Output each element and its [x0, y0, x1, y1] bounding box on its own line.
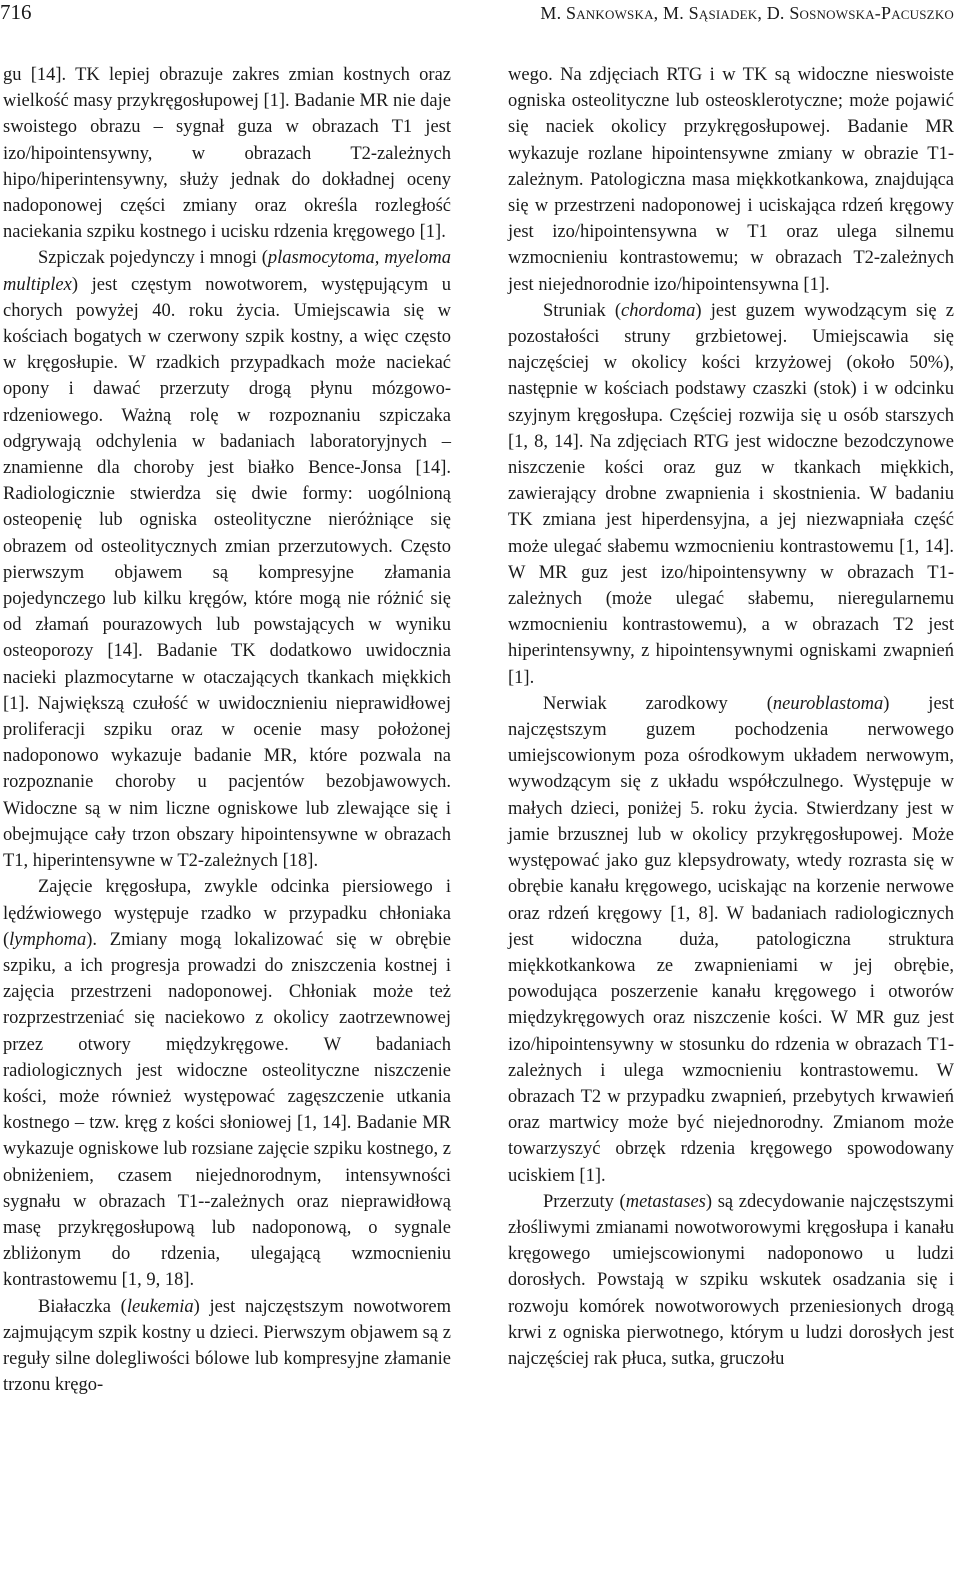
- paragraph-text: ) są zdecydowanie najczęstszymi złośliwymi zmianami nowotworowymi kręgosłupa i kanału kręgowego umiejscowionymi nadoponowo u ludzi dorosłych. Powstają w szpiku wskutek osadzania się i rozwoju komórek nowotworowych przeniesionych drogą krwi z ogniska pierwotnego, którym u ludzi dorosłych jest najczęściej rak płuca, sutka, gruczołu: [508, 1191, 954, 1369]
- latin-term: lymphoma: [9, 929, 87, 950]
- paragraph-continuation: [3, 62, 451, 245]
- paragraph-text: Nerwiak zarodkowy (: [543, 693, 773, 714]
- paragraph-text: wego. Na zdjęciach RTG i w TK są widoczne nieswoiste ogniska osteolityczne lub osteosklerotyczne; może pojawić się naciek okolicy przykręgosłupowej. Badanie MR wykazuje rozlane hipointensywne zmiany w obrazie T1-zależnym. Patologiczna masa miękkotkankowa, znajdująca się w przestrzeni nadoponowej i uciskająca rdzeń kręgowy jest izo/hipointensywna w T1 oraz ulega silnemu wzmocnieniu kontrastowemu; w obrazach T2-zależnych jest niejednorodnie izo/hipointensywna [1].: [508, 65, 954, 295]
- page-header: [0, 0, 960, 28]
- latin-term: plasmocytoma, myeloma multiplex: [3, 248, 451, 295]
- page-number: 716: [0, 0, 32, 24]
- paragraph-metastases: [508, 1189, 954, 1372]
- running-head-authors: M. Sankowska, M. Sąsiadek, D. Sosnowska-Pacuszko: [540, 3, 954, 23]
- paragraph-lymphoma: [3, 874, 451, 1293]
- paragraph-text: Białaczka (: [38, 1296, 127, 1317]
- paragraph-text: ) jest najczęstszym nowotworem zajmującym szpik kostny u dzieci. Pierwszym objawem są z reguły silne dolegliwości bólowe lub kompresyjne złamanie trzonu kręgo-: [3, 1296, 451, 1396]
- paragraph-text: Struniak (: [543, 300, 622, 321]
- latin-term: chordoma: [621, 300, 696, 321]
- left-column: [3, 62, 451, 1398]
- paragraph-text: gu [14]. TK lepiej obrazuje zakres zmian kostnych oraz wielkość masy przykręgosłupowej [1]. Badanie MR nie daje swoistego obrazu – sygnał guza w obrazach T1 jest izo/hipointensywny, w obrazach T2-zależnych hipo/hiperintensywny, służy jednak do dokładnej oceny nadoponowej części zmiany oraz określa rozległość naciekania szpiku kostnego i ucisku rdzenia kręgowego [1].: [3, 65, 451, 243]
- paragraph-text: ) jest częstym nowotworem, występującym u chorych powyżej 40. roku życia. Umiejscawia się w kościach bogatych w czerwony szpik kostny, a więc często w kręgosłupie. W rzadkich przypadkach może naciekać opony i dawać przerzuty drogą płynu mózgowo-rdzeniowego. Ważną rolę w rozpoznaniu szpiczaka odgrywają odchylenia w badaniach laboratoryjnych – znamienne dla choroby jest białko Bence-Jonsa [14]. Radiologicznie stwierdza się dwie formy: uogólnioną osteopenię lub ogniska osteolityczne nieróżniące się obrazem od osteolitycznych zmian przerzutowych. Często pierwszym objawem są kompresyjne złamania pojedynczego lub kilku kręgów, które mogą nie różnić się od złamań pourazowych lub powstających w wyniku osteoporozy [14]. Badanie TK dodatkowo uwidocznia nacieki plazmocytarne w otaczających tkankach miękkich [1]. Największą czułość w uwidocznieniu nieprawidłowej proliferacji szpiku oraz w ocenie masy położonej nadoponowo wykazuje badanie MR, które pozwala na rozpoznanie choroby u pacjentów bezobjawowych. Widoczne są w nim liczne ogniskowe lub zlewające się i obejmujące cały trzon obszary hipointensywne w obrazach T1, hiperintensywne w T2-zależnych [18].: [3, 274, 451, 872]
- paragraph-text: Zajęcie kręgosłupa, zwykle odcinka piersiowego i lędźwiowego występuje rzadko w przypadku chłoniaka (: [3, 877, 451, 950]
- paragraph-continuation: [508, 62, 954, 298]
- latin-term: metastases: [625, 1191, 706, 1212]
- paragraph-chordoma: [508, 298, 954, 691]
- paragraph-neuroblastoma: [508, 691, 954, 1189]
- right-column: [508, 62, 954, 1372]
- paragraph-text: ). Zmiany mogą lokalizować się w obrębie szpiku, a ich progresja prowadzi do zniszczenia kostnej i zajęcia przestrzeni nadoponowej. Chłoniak może też rozprzestrzeniać się naciekowo z okolicy zaotrzewnowej przez otwory międzykręgowe. W badaniach radiologicznych jest widoczne osteolityczne niszczenie kości, może również występować zagęszczenie utkania kostnego – tzw. kręg z kości słoniowej [1, 14]. Badanie MR wykazuje ogniskowe lub rozsiane zajęcie szpiku kostnego, z obniżeniem, czasem niejednorodnym, intensywności sygnału w obrazach T1--zależnych oraz nieprawidłową masę przykręgosłupową lub nadoponową, o sygnale zbliżonym do rdzenia, ulegającą wzmocnieniu kontrastowemu [1, 9, 18].: [3, 929, 451, 1291]
- latin-term: neuroblastoma: [772, 693, 884, 714]
- latin-term: leukemia: [126, 1296, 194, 1317]
- paragraph-text: ) jest najczęstszym guzem pochodzenia nerwowego umiejscowionym poza ośrodkowym układem nerwowym, wywodzącym się z układu współczulnego. Występuje w małych dzieci, poniżej 5. roku życia. Stwierdzany jest w jamie brzusznej lub w okolicy przykręgosłupowej. Może występować jako guz klepsydrowaty, wtedy rozrasta się w obrębie kanału kręgowego, uciskając na korzenie nerwowe oraz rdzeń kręgowy [1, 8]. W badaniach radiologicznych jest widoczna duża, patologiczna struktura miękkotkankowa ze zwapnieniami w jej obrębie, powodująca poszerzenie kanału kręgowego i otworów międzykręgowych oraz niszczenie kości. W MR guz jest izo/hipointensywny w stosunku do rdzenia w obrazach T1-zależnych i ulega wzmocnieniu kontrastowemu. W obrazach T2 w przypadku zwapnień, przebytych krwawień oraz martwicy może być niejednorodny. Zmianom może towarzyszyć obrzęk rdzenia kręgowego spowodowany uciskiem [1].: [508, 693, 954, 1186]
- paragraph-text: Przerzuty (: [543, 1191, 626, 1212]
- paragraph-text: Szpiczak pojedynczy i mnogi (: [38, 248, 268, 269]
- paragraph-myeloma: [3, 245, 451, 874]
- paragraph-text: ) jest guzem wywodzącym się z pozostałości struny grzbietowej. Umiejscawia się najczęściej w okolicy kości krzyżowej (około 50%), następnie w kościach podstawy czaszki (stok) i w odcinku szyjnym kręgosłupa. Częściej rozwija się u osób starszych [1, 8, 14]. Na zdjęciach RTG jest widoczne bezodczynowe niszczenie kości oraz guz w tkankach miękkich, zawierający drobne zwapnienia i skostnienia. W badaniu TK zmiana jest hiperdensyjna, a jej niezwapniała część może ulegać słabemu wzmocnieniu kontrastowemu [1, 14]. W MR guz jest izo/hipointensywny w obrazach T1-zależnych (może ulegać słabemu, nieregularnemu wzmocnieniu kontrastowemu), a w obrazach T2 jest hiperintensywny, z hipointensywnymi ogniskami zwapnień [1].: [508, 300, 954, 688]
- paragraph-leukemia: [3, 1294, 451, 1399]
